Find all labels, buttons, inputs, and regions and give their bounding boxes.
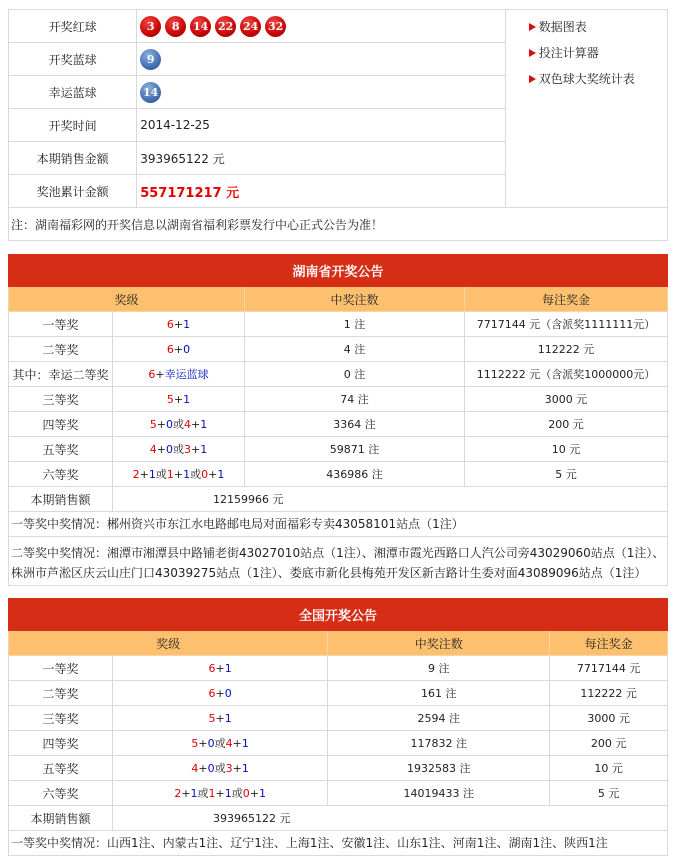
sales-amount: 12159966 元 <box>113 487 668 512</box>
prize-row <box>9 781 668 806</box>
match-rule: 5+1 <box>113 706 328 731</box>
winner-count: 161 注 <box>328 681 550 706</box>
prize-amount: 5 元 <box>550 781 668 806</box>
match-rule: 6+幸运蓝球 <box>113 362 245 387</box>
header-level: 奖级 <box>9 631 328 656</box>
prize-amount: 3000 元 <box>465 387 668 412</box>
prize-amount: 7717144 元（含派奖1111111元） <box>465 312 668 337</box>
national-title: 全国开奖公告 <box>9 599 668 631</box>
match-rule: 6+1 <box>113 312 245 337</box>
sales-label: 本期销售额 <box>9 487 113 512</box>
prize-row <box>9 706 668 731</box>
red-ball: 22 <box>215 16 236 37</box>
prize-level: 一等奖 <box>9 312 113 337</box>
blue-ball-label: 开奖蓝球 <box>9 43 137 76</box>
winner-count: 2594 注 <box>328 706 550 731</box>
link-data-charts[interactable]: 数据图表 <box>529 14 667 40</box>
hunan-title: 湖南省开奖公告 <box>9 255 668 287</box>
triangle-icon <box>529 75 536 83</box>
draw-date-label: 开奖时间 <box>9 109 137 142</box>
red-ball: 3 <box>140 16 161 37</box>
side-links <box>505 10 667 208</box>
prize-amount: 200 元 <box>465 412 668 437</box>
winner-count: 14019433 注 <box>328 781 550 806</box>
second-prize-info: 二等奖中奖情况：湘潭市湘潭县中路铺老街43027010站点（1注）、湘潭市霞光西路口人汽公司旁43029060站点（1注）、株洲市芦淞区庆云山庄门口43039275站点（1注）、娄底市新化县梅苑开发区新吉路计生委对面43089096站点（1注） <box>9 537 668 586</box>
lucky-ball-label: 幸运蓝球 <box>9 76 137 109</box>
header-prize: 每注奖金 <box>465 287 668 312</box>
prize-row <box>9 437 668 462</box>
match-rule: 5+0或4+1 <box>113 412 245 437</box>
prize-amount: 3000 元 <box>550 706 668 731</box>
header-prize: 每注奖金 <box>550 631 668 656</box>
prize-amount: 10 元 <box>550 756 668 781</box>
prize-amount: 7717144 元 <box>550 656 668 681</box>
red-ball: 14 <box>190 16 211 37</box>
prize-level: 三等奖 <box>9 706 113 731</box>
prize-level: 五等奖 <box>9 437 113 462</box>
red-ball: 24 <box>240 16 261 37</box>
sales-amount: 393965122 元 <box>137 142 506 175</box>
winner-count: 59871 注 <box>245 437 465 462</box>
prize-amount: 200 元 <box>550 731 668 756</box>
prize-row <box>9 681 668 706</box>
blue-ball: 9 <box>140 49 161 70</box>
prize-amount: 5 元 <box>465 462 668 487</box>
prize-level: 三等奖 <box>9 387 113 412</box>
match-rule: 2+1或1+1或0+1 <box>113 462 245 487</box>
winner-count: 1 注 <box>245 312 465 337</box>
winner-count: 3364 注 <box>245 412 465 437</box>
match-rule: 6+1 <box>113 656 328 681</box>
prize-level: 四等奖 <box>9 731 113 756</box>
link-jackpot-stats[interactable]: 双色球大奖统计表 <box>529 66 667 92</box>
prize-amount: 112222 元 <box>465 337 668 362</box>
match-rule: 6+0 <box>113 337 245 362</box>
winner-count: 9 注 <box>328 656 550 681</box>
prize-level: 四等奖 <box>9 412 113 437</box>
match-rule: 5+1 <box>113 387 245 412</box>
prize-row <box>9 362 668 387</box>
sales-label: 本期销售额 <box>9 806 113 831</box>
prize-level: 二等奖 <box>9 337 113 362</box>
match-rule: 5+0或4+1 <box>113 731 328 756</box>
prize-row <box>9 656 668 681</box>
prize-amount: 112222 元 <box>550 681 668 706</box>
draw-date: 2014-12-25 <box>137 109 506 142</box>
prize-row <box>9 731 668 756</box>
national-prize-table <box>8 598 668 856</box>
hunan-prize-table <box>8 254 668 586</box>
prize-level: 一等奖 <box>9 656 113 681</box>
prize-row <box>9 462 668 487</box>
red-balls-label: 开奖红球 <box>9 10 137 43</box>
match-rule: 6+0 <box>113 681 328 706</box>
match-rule: 2+1或1+1或0+1 <box>113 781 328 806</box>
match-rule: 4+0或3+1 <box>113 756 328 781</box>
link-bet-calculator[interactable]: 投注计算器 <box>529 40 667 66</box>
winner-count: 4 注 <box>245 337 465 362</box>
winner-count: 117832 注 <box>328 731 550 756</box>
lucky-blue-ball: 14 <box>140 82 161 103</box>
match-rule: 4+0或3+1 <box>113 437 245 462</box>
disclaimer-note: 注：湖南福彩网的开奖信息以湖南省福利彩票发行中心正式公告为准！ <box>9 208 668 241</box>
winner-count: 74 注 <box>245 387 465 412</box>
prize-row <box>9 312 668 337</box>
prize-level: 二等奖 <box>9 681 113 706</box>
prize-row <box>9 756 668 781</box>
triangle-icon <box>529 23 536 31</box>
red-ball: 8 <box>165 16 186 37</box>
header-level: 奖级 <box>9 287 245 312</box>
red-ball: 32 <box>265 16 286 37</box>
prize-row <box>9 337 668 362</box>
header-count: 中奖注数 <box>245 287 465 312</box>
prize-amount: 10 元 <box>465 437 668 462</box>
prize-row <box>9 412 668 437</box>
sales-label: 本期销售金额 <box>9 142 137 175</box>
prize-level: 其中：幸运二等奖 <box>9 362 113 387</box>
red-balls <box>137 10 506 43</box>
prize-level: 五等奖 <box>9 756 113 781</box>
pool-amount: 557171217 元 <box>140 185 240 201</box>
first-prize-info: 一等奖中奖情况：山西1注、内蒙古1注、辽宁1注、上海1注、安徽1注、山东1注、河南1注、湖南1注、陕西1注 <box>9 831 668 856</box>
prize-row <box>9 387 668 412</box>
sales-amount: 393965122 元 <box>113 806 668 831</box>
triangle-icon <box>529 49 536 57</box>
draw-info-table <box>8 9 668 241</box>
first-prize-info: 一等奖中奖情况：郴州资兴市东江水电路邮电局对面福彩专卖43058101站点（1注） <box>9 512 668 537</box>
winner-count: 1932583 注 <box>328 756 550 781</box>
prize-level: 六等奖 <box>9 781 113 806</box>
prize-amount: 1112222 元（含派奖1000000元） <box>465 362 668 387</box>
winner-count: 436986 注 <box>245 462 465 487</box>
winner-count: 0 注 <box>245 362 465 387</box>
prize-level: 六等奖 <box>9 462 113 487</box>
pool-label: 奖池累计金额 <box>9 175 137 208</box>
header-count: 中奖注数 <box>328 631 550 656</box>
